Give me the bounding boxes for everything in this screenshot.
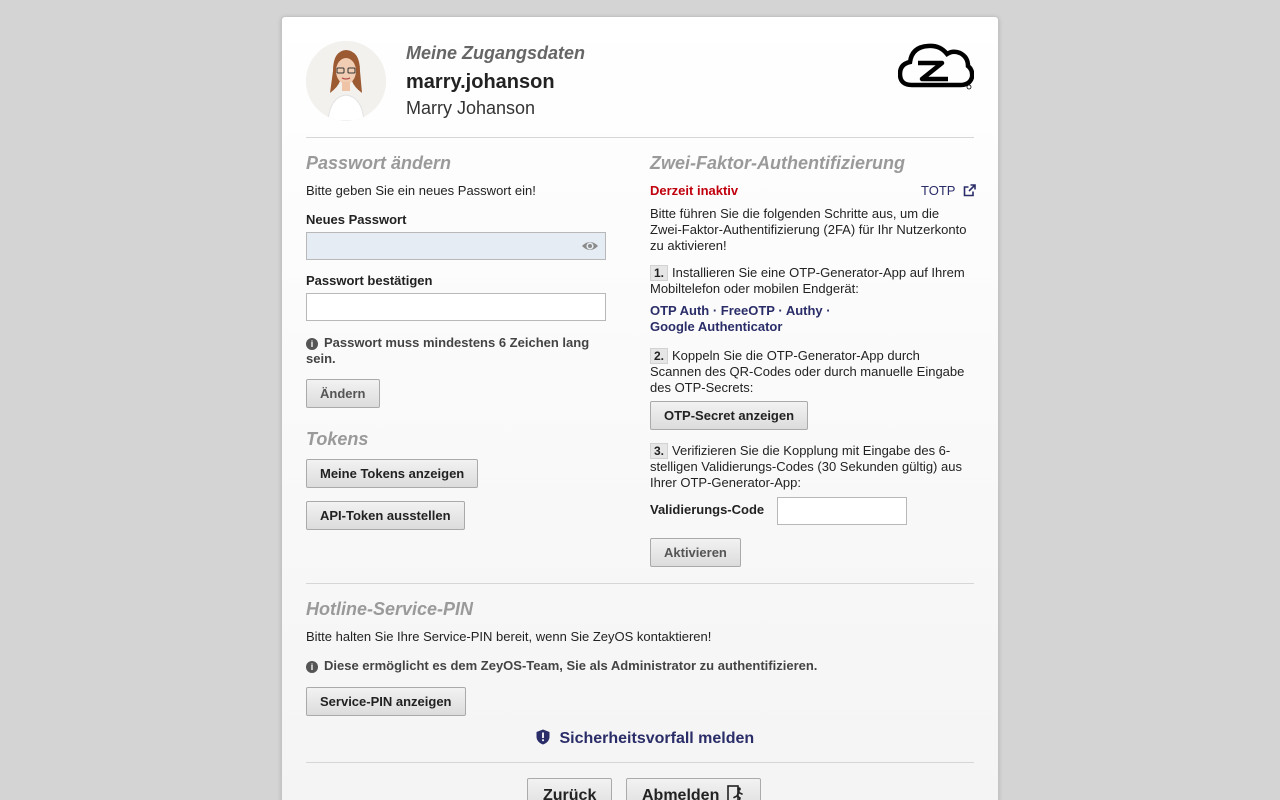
twofa-status-badge: Derzeit inaktiv [650, 183, 739, 198]
step-2-number: 2. [650, 348, 668, 364]
change-password-button[interactable]: Ändern [306, 379, 380, 408]
avatar [306, 41, 386, 121]
activate-button[interactable]: Aktivieren [650, 538, 741, 567]
section-divider [306, 583, 974, 584]
validation-code-input[interactable] [777, 497, 907, 525]
app-link-authy[interactable]: Authy [785, 303, 823, 318]
hotline-hint [306, 658, 817, 674]
shield-icon[interactable] [536, 729, 550, 745]
confirm-password-input[interactable] [306, 293, 606, 321]
password-instruction: Bitte geben Sie ein neues Passwort ein! [306, 183, 536, 198]
issue-api-token-button[interactable]: API-Token ausstellen [306, 501, 465, 530]
validation-code-label: Validierungs-Code [650, 502, 765, 517]
exit-icon[interactable] [727, 785, 745, 800]
new-password-label: Neues Passwort [306, 212, 407, 227]
info-icon: i [306, 338, 318, 350]
logout-button[interactable] [626, 778, 761, 800]
app-link-google-authenticator[interactable]: Google Authenticator [650, 319, 783, 334]
step-2-text: Koppeln Sie die OTP-Generator-App durch Scannen des QR-Codes oder durch manuelle Eingabe des OTP-Secrets: [650, 348, 965, 395]
username: marry.johanson [406, 71, 555, 93]
step-3-number: 3. [650, 443, 668, 459]
tokens-section-title: Tokens [306, 429, 369, 449]
twofa-section-title: Zwei-Faktor-Authentifizierung [650, 153, 905, 173]
hotline-section-title: Hotline-Service-PIN [306, 599, 474, 619]
app-separator: · [822, 303, 831, 318]
step-3 [650, 443, 970, 491]
app-link-freeotp[interactable]: FreeOTP [720, 303, 775, 318]
password-section-title: Passwort ändern [306, 153, 452, 173]
report-security-incident-label[interactable]: Sicherheitsvorfall melden [559, 730, 755, 747]
otp-app-list [650, 303, 970, 335]
password-hint [306, 335, 606, 367]
show-tokens-button[interactable]: Meine Tokens anzeigen [306, 459, 478, 488]
step-1-text: Installieren Sie eine OTP-Generator-App auf Ihrem Mobiltelefon oder mobilen Endgerät: [650, 265, 965, 296]
show-otp-secret-button[interactable]: OTP-Secret anzeigen [650, 401, 808, 430]
totp-link[interactable] [921, 183, 976, 198]
step-3-text: Verifizieren Sie die Kopplung mit Eingabe des 6-stelligen Validierungs-Codes (30 Sekunden gültig) aus Ihrer OTP-Generator-App: [650, 443, 962, 490]
confirm-password-label: Passwort bestätigen [306, 273, 433, 288]
footer-divider [306, 762, 974, 763]
report-security-incident-link[interactable] [536, 729, 754, 748]
account-card [281, 16, 999, 800]
app-link-otp-auth[interactable]: OTP Auth [650, 303, 710, 318]
eye-icon[interactable] [581, 238, 599, 254]
full-name: Marry Johanson [406, 98, 536, 118]
back-button[interactable]: Zurück [527, 778, 612, 800]
app-separator: · [774, 303, 786, 318]
account-header [306, 41, 974, 137]
twofa-intro: Bitte führen Sie die folgenden Schritte aus, um die Zwei-Faktor-Authentifizierung (2FA) für Ihr Nutzerkonto zu aktivieren! [650, 206, 967, 253]
new-password-input[interactable] [306, 232, 606, 260]
step-1-number: 1. [650, 265, 668, 281]
app-separator: · [709, 303, 721, 318]
header-divider [306, 137, 974, 138]
logout-button-label[interactable]: Abmelden [642, 787, 720, 800]
external-link-icon[interactable] [963, 184, 976, 197]
page-subtitle: Meine Zugangsdaten [406, 43, 586, 63]
step-1 [650, 265, 970, 297]
hotline-instruction: Bitte halten Sie Ihre Service-PIN bereit, wenn Sie ZeyOS kontaktieren! [306, 629, 712, 644]
hotline-hint-text: Diese ermöglicht es dem ZeyOS-Team, Sie als Administrator zu authentifizieren. [324, 658, 818, 673]
password-hint-text: Passwort muss mindestens 6 Zeichen lang sein. [306, 335, 590, 366]
zeyos-logo-icon [898, 41, 974, 91]
step-2 [650, 348, 970, 396]
show-service-pin-button[interactable]: Service-PIN anzeigen [306, 687, 466, 716]
totp-link-label[interactable]: TOTP [921, 183, 956, 198]
info-icon: i [306, 661, 318, 673]
